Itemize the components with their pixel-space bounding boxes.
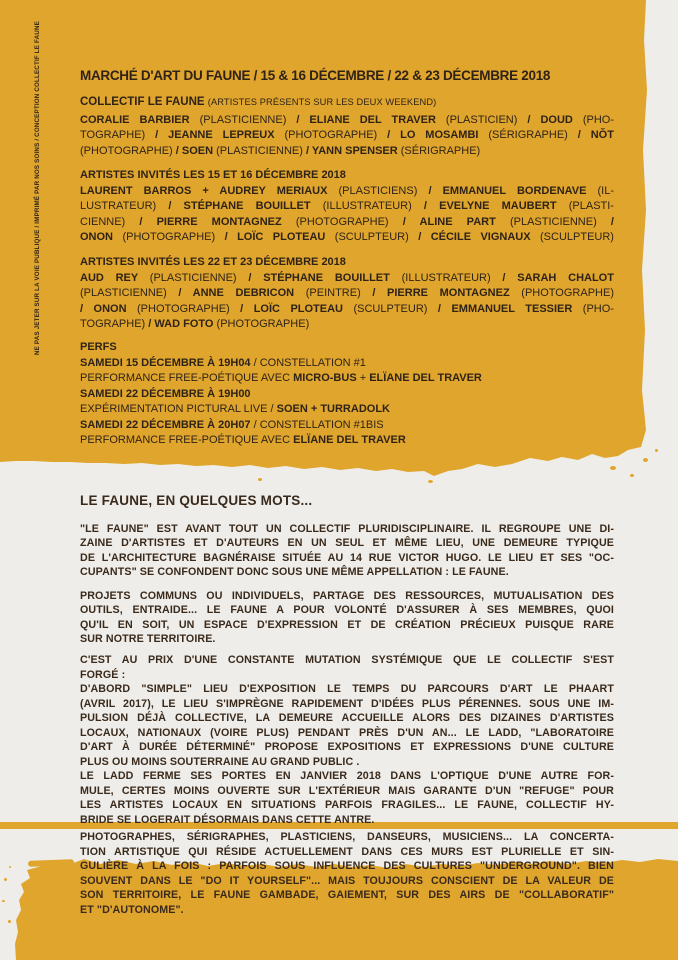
text-strong: AUD REY — [80, 271, 150, 284]
text-strong: LO MOSAMBI — [400, 129, 489, 141]
text-regular: PERFORMANCE FREE-POÉTIQUE AVEC — [80, 434, 294, 446]
text-regular: (PLASTICIENNE) — [80, 287, 179, 299]
text-strong: EVELYNE MAUBERT — [439, 200, 569, 212]
text-strong: ANNE DEBRICON — [192, 287, 306, 299]
text-strong: MICRO-BUS — [293, 372, 357, 384]
text-line — [80, 199, 614, 215]
text-strong: BRIDE SE LOGERAIT DÉSORMAIS DANS CETTE ANTRE. — [80, 813, 375, 826]
text-regular: TOGRAPHE) — [80, 318, 149, 330]
text-strong: ELIANE DEL TRAVER — [309, 113, 446, 126]
text-regular: (SCULPTEUR) — [353, 302, 438, 315]
text-line — [80, 668, 614, 683]
text-line — [80, 551, 614, 565]
text-regular: / CONSTELLATION #1BIS — [253, 418, 384, 431]
collectif-heading-note: (ARTISTES PRÉSENTS SUR LES DEUX WEEKEND) — [207, 97, 437, 107]
text-regular: (PLASTICIEN) — [445, 113, 528, 126]
text-line — [80, 755, 614, 770]
event-title: MARCHÉ D'ART DU FAUNE / 15 & 16 DÉCEMBRE / 22 & 23 DÉCEMBRE 2018 — [80, 68, 551, 83]
collectif-heading-label: COLLECTIF LE FAUNE — [80, 96, 208, 108]
text-strong: / — [178, 287, 193, 299]
text-strong: PIERRE MONTAGNEZ — [387, 287, 522, 299]
text-strong: TION ARTISTIQUE QUI RÉSIDE ACTUELLEMENT DANS CES MURS EST PLURIELLE ET SIN- — [80, 845, 614, 858]
text-line — [80, 387, 614, 403]
text-strong: QU'IL EN SOIT, UN ESPACE D'EXPRESSION ET DE CRÉATION PRÉCIEUX PUISQUE RARE — [80, 618, 614, 631]
text-strong: / — [418, 231, 431, 243]
text-line — [80, 536, 614, 550]
text-strong: / — [527, 113, 541, 126]
text-strong: / — [305, 144, 312, 157]
text-regular: (PHOTOGRAPHE) — [216, 318, 310, 330]
text-line — [80, 784, 614, 799]
invites-weekend2-section — [80, 255, 614, 333]
text-strong: / — [502, 271, 518, 284]
text-regular: CIENNE) — [80, 215, 140, 228]
text-line — [80, 845, 614, 860]
collectif-artist-list — [80, 113, 614, 160]
text-regular: (PHOTOGRAPHE) — [80, 144, 176, 157]
text-regular: / CONSTELLATION #1 — [253, 356, 366, 369]
text-line — [80, 271, 614, 287]
text-strong: SOEN + TURRADOLK — [276, 403, 390, 415]
collectif-heading — [80, 95, 614, 111]
side-print-note: NE PAS JETER SUR LA VOIE PUBLIQUE / IMPRIMÉ PAR NOS SOINS / CONCEPTION COLLECTIF LE FAUNE — [34, 21, 41, 355]
text-line — [80, 603, 614, 617]
text-line — [80, 903, 614, 918]
text-regular: (PHO- — [582, 302, 614, 315]
text-strong: ELÏANE DEL TRAVER — [369, 372, 482, 384]
text-strong: SON TERRITOIRE, LE FAUNE GAMBADE, GAIEMENT, SUR DES AIRS DE "COLLABORATIF" — [80, 889, 614, 902]
text-regular: LUSTRATEUR) — [80, 200, 169, 212]
paint-speckle — [2, 900, 5, 902]
text-line — [80, 859, 614, 874]
about-heading: LE FAUNE, EN QUELQUES MOTS... — [80, 493, 313, 508]
text-regular: (SÉRIGRAPHE) — [488, 129, 578, 141]
text-line — [80, 184, 614, 200]
text-strong: / — [248, 271, 264, 284]
text-line — [80, 813, 614, 828]
text-strong: / — [387, 129, 401, 141]
text-strong: / — [155, 129, 169, 141]
text-strong: ONON — [80, 231, 123, 243]
text-strong: ONON — [93, 302, 137, 315]
text-strong: ZAINE D'ARTISTES ET D'AUTEURS EN UN SEUL ET MÊME LIEU, UNE DEMEURE TYPIQUE — [80, 537, 614, 550]
text-regular: (PLASTICIENNE) — [149, 271, 249, 284]
text-strong: (AVRIL 2017), LE LIEU S'IMPRÈGNE RAPIDEMENT D'IDÉES PLUS PÉRENNES. SOUS UNE IM- — [80, 697, 614, 710]
text-line — [80, 302, 614, 318]
text-strong: CÉCILE VIGNAUX — [430, 231, 541, 243]
about-paragraph-2 — [80, 589, 614, 647]
text-strong: C'EST AU PRIX D'UNE CONSTANTE MUTATION SYSTÉMIQUE QUE LE COLLECTIF S'EST — [80, 654, 614, 666]
text-strong: STÉPHANE BOUILLET — [263, 271, 402, 284]
text-strong: EMMANUEL BORDENAVE — [442, 184, 598, 197]
text-line — [80, 711, 614, 726]
text-line — [80, 371, 614, 387]
outro-paragraph — [80, 830, 614, 918]
text-line — [80, 874, 614, 889]
text-strong: / — [175, 144, 182, 157]
invites-weekend1-artist-list — [80, 184, 614, 246]
text-line — [80, 682, 614, 697]
text-strong: / — [148, 318, 155, 330]
text-regular: (SCULPTEUR) — [334, 231, 419, 243]
text-regular: (PLASTI- — [568, 200, 614, 212]
text-line — [80, 522, 614, 536]
text-strong: PIERRE MONTAGNEZ — [156, 215, 296, 228]
text-strong: / — [402, 215, 420, 228]
text-strong: EMMANUEL TESSIER — [451, 302, 583, 315]
text-regular: PERFORMANCE FREE-POÉTIQUE AVEC — [80, 372, 294, 384]
text-line — [80, 740, 614, 755]
text-strong: CUPANTS" SE CONFONDENT DONC SOUS UNE MÊME APPELLATION : LE FAUNE. — [80, 566, 509, 579]
paint-speckle — [9, 866, 11, 868]
text-strong: LAURENT BARROS + AUDREY MERIAUX — [80, 184, 339, 197]
text-strong: LE LADD FERME SES PORTES EN JANVIER 2018 DANS L'OPTIQUE D'UNE AUTRE FOR- — [80, 770, 614, 782]
text-strong: CORALIE BARBIER — [80, 113, 200, 126]
text-regular: TOGRAPHE) — [80, 129, 156, 141]
text-strong: GULIÈRE À LA FOIS : PARFOIS SOUS INFLUENCE DES CULTURES "UNDERGROUND". BIEN — [80, 860, 614, 873]
text-regular: (PHOTOGRAPHE) — [284, 129, 388, 141]
text-regular: (SÉRIGRAPHE) — [400, 144, 481, 157]
text-line — [80, 144, 614, 160]
text-strong: ET "D'AUTONOME". — [80, 903, 184, 916]
text-regular: (PLASTICIENS) — [338, 184, 429, 197]
text-strong: YANN SPENSER — [311, 144, 401, 157]
text-line — [80, 726, 614, 741]
text-strong: DOUD — [540, 113, 583, 126]
text-line — [80, 830, 614, 845]
text-strong: SAMEDI 22 DÉCEMBRE À 20H07 — [80, 418, 254, 431]
text-line — [80, 653, 614, 668]
text-regular: (PEINTRE) — [305, 287, 373, 299]
text-strong: PHOTOGRAPHES, SÉRIGRAPHES, PLASTICIENS, DANSEURS, MUSICIENS... LA CONCERTA- — [80, 831, 614, 843]
about-paragraph-3 — [80, 653, 614, 827]
text-strong: ALINE PART — [419, 215, 510, 228]
text-regular: (PLASTICIENNE) — [199, 113, 297, 126]
text-regular: (PHOTOGRAPHE) — [521, 287, 614, 299]
paint-speckle — [610, 466, 616, 470]
text-line — [80, 589, 614, 603]
text-line — [80, 888, 614, 903]
text-regular: (PHO- — [582, 113, 614, 126]
text-strong: "LE FAUNE" EST AVANT TOUT UN COLLECTIF PLURIDISCIPLINAIRE. IL REGROUPE UNE DI- — [80, 523, 614, 535]
text-regular: EXPÉRIMENTATION PICTURAL LIVE / — [80, 403, 277, 415]
paint-speckle — [643, 458, 648, 462]
invites-weekend1-section — [80, 168, 614, 246]
text-strong: / — [168, 200, 184, 212]
text-strong: LOCAUX, NATIONAUX (VOIRE PLUS) PENDANT PRÈS D'UN AN... LE LADD, "LABORATOIRE — [80, 726, 614, 739]
text-strong: / — [296, 113, 310, 126]
paint-speckle — [428, 480, 433, 483]
text-line — [80, 128, 614, 144]
paint-speckle — [8, 920, 11, 923]
text-strong: LES ARTISTES LOCAUX EN SITUATIONS PARFOIS FRAGILES... LE FAUNE, COLLECTIF HY- — [80, 799, 614, 811]
text-strong: / — [139, 215, 157, 228]
text-regular: (PHOTOGRAPHE) — [295, 215, 403, 228]
text-strong: / — [224, 231, 238, 243]
text-regular: (ILLUSTRATEUR) — [401, 271, 503, 284]
text-strong: PLUS OU MOINS SOUTERRAINE AU GRAND PUBLIC . — [80, 755, 360, 768]
text-strong: SUR NOTRE TERRITOIRE. — [80, 633, 216, 646]
paint-speckle — [630, 474, 634, 477]
text-strong: PROJETS COMMUNS OU INDIVIDUELS, PARTAGE DES RESSOURCES, MUTUALISATION DES — [80, 590, 614, 602]
text-line — [80, 565, 614, 579]
perfs-heading: PERFS — [80, 341, 117, 353]
text-strong: OUTILS, ENTRAIDE... LE FAUNE A POUR VOLONTÉ D'ASSURER À SES MEMBRES, QUOI — [80, 604, 614, 617]
text-line — [80, 317, 614, 333]
text-line — [80, 618, 614, 632]
text-strong: / — [610, 215, 614, 228]
text-strong: LOÏC PLOTEAU — [237, 231, 335, 243]
invites-weekend1-heading: ARTISTES INVITÉS LES 15 ET 16 DÉCEMBRE 2018 — [80, 169, 346, 181]
invites-weekend2-artist-list — [80, 271, 614, 333]
text-line — [80, 418, 614, 434]
text-line — [80, 769, 614, 784]
text-regular: (ILLUSTRATEUR) — [322, 200, 424, 212]
text-strong: FORGÉ : — [80, 668, 126, 681]
text-regular: + — [356, 372, 370, 384]
text-strong: / — [372, 287, 388, 299]
text-strong: PULSION DÉJÀ COLLECTIVE, LA DEMEURE ACCUEILLE ALORS DES DIZAINES D'ARTISTES — [80, 712, 614, 724]
text-strong: / — [577, 129, 591, 141]
text-strong: SARAH CHALOT — [517, 271, 614, 284]
perfs-section — [80, 340, 614, 449]
text-regular: (IL- — [597, 184, 615, 197]
text-strong: DE L'ARCHITECTURE BAGNÉRAISE SITUÉE AU 14 RUE VICTOR HUGO. LE LIEU ET SES "OC- — [80, 551, 614, 564]
text-line — [80, 433, 614, 449]
text-strong: / — [80, 302, 94, 315]
invites-weekend2-heading: ARTISTES INVITÉS LES 22 ET 23 DÉCEMBRE 2018 — [80, 256, 346, 268]
text-line — [80, 697, 614, 712]
text-strong: / — [428, 184, 443, 197]
text-strong: JEANNE LEPREUX — [168, 129, 285, 141]
perfs-schedule-list — [80, 356, 614, 449]
text-line — [80, 286, 614, 302]
text-strong: SAMEDI 15 DÉCEMBRE À 19H04 — [80, 356, 254, 369]
text-line — [80, 632, 614, 646]
text-strong: ELÏANE DEL TRAVER — [293, 434, 406, 446]
text-line — [80, 402, 614, 418]
text-line — [80, 356, 614, 372]
text-strong: MULE, CERTES MOINS OUVERTE SUR L'EXTÉRIEUR MAIS GARANTE D'UN "REFUGE" POUR — [80, 784, 614, 797]
text-regular: (PLASTICIENNE) — [216, 144, 306, 157]
text-strong: / — [423, 200, 440, 212]
text-regular: (PHOTOGRAPHE) — [122, 231, 225, 243]
paint-speckle — [4, 878, 7, 881]
text-line — [80, 230, 614, 246]
text-line — [80, 798, 614, 813]
text-strong: WAD FOTO — [154, 318, 217, 330]
paint-speckle — [655, 449, 658, 452]
collectif-section — [80, 95, 614, 159]
text-regular: (PHOTOGRAPHE) — [137, 302, 241, 315]
text-regular: (SCULPTEUR) — [540, 231, 614, 243]
text-strong: / — [437, 302, 452, 315]
text-strong: SOEN — [181, 144, 217, 157]
about-paragraph-1 — [80, 522, 614, 580]
text-strong: D'ART À DURÉE DÉTERMINÉ" PROPOSE EXPOSITIONS ET EXPRESSIONS D'UNE CULTURE — [80, 741, 614, 753]
text-strong: D'ABORD "SIMPLE" LIEU D'EXPOSITION LE TEMPS DU PARCOURS D'ART LE PHAART — [80, 683, 614, 695]
text-strong: SOUVENT DANS LE "DO IT YOURSELF"... MAIS TOUJOURS CONSCIENT DE LA VALEUR DE — [80, 874, 614, 887]
text-line — [80, 113, 614, 129]
paint-speckle — [258, 478, 262, 481]
text-strong: SAMEDI 22 DÉCEMBRE À 19H00 — [80, 387, 251, 400]
text-strong: LOÏC PLOTEAU — [253, 302, 354, 315]
text-strong: NŎT — [590, 129, 614, 141]
text-strong: / — [240, 302, 254, 315]
text-strong: STÉPHANE BOUILLET — [183, 200, 323, 212]
text-line — [80, 215, 614, 231]
text-regular: (PLASTICIENNE) — [509, 215, 611, 228]
